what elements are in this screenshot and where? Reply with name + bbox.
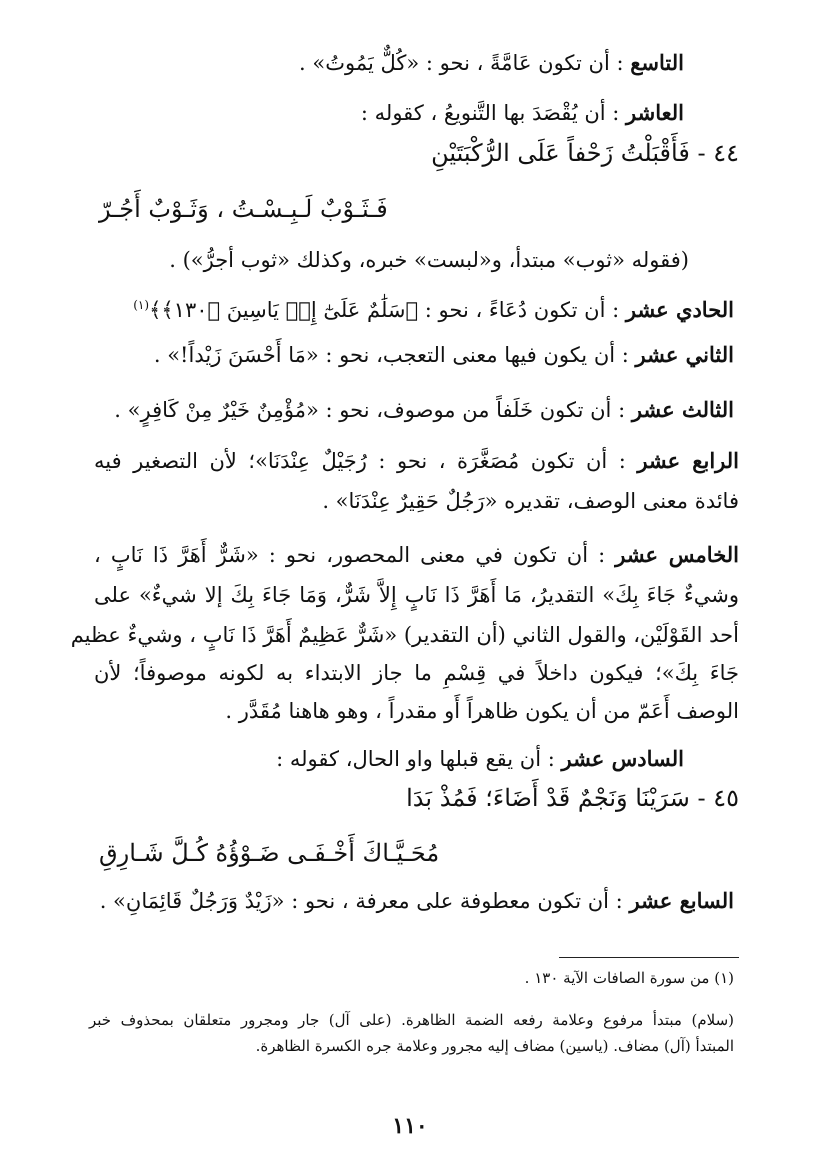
verse-44-part-b: فَـثَـوْبٌ لَـبِـسْـتُ ، وَثَـوْبٌ أَجُـرّ xyxy=(99,195,388,223)
line-twelfth xyxy=(84,340,734,370)
line-seventeenth xyxy=(84,886,734,916)
footnote-2: (سلام) مبتدأ مرفوع وعلامة رفعه الضمة الظاهرة. (على آل) جار ومجرور متعلقان بمحذوف خبر xyxy=(89,1011,734,1029)
verse-45-number: ٤٥ - xyxy=(697,784,739,812)
line-fifteenth xyxy=(94,540,739,570)
text-fourteenth: : أن تكون مُصَغَّرَة ، نحو : رُجَيْلٌ عِنْدَنَا»؛ لأن التصغير فيه xyxy=(94,449,626,473)
heading-fifteenth: الخامس عشر xyxy=(615,542,739,567)
heading-ninth: التاسع xyxy=(630,50,684,75)
text-thirteenth: : أن تكون خَلَفاً من موصوف، نحو : «مُؤْمِنٌ خَيْرٌ مِنْ كَافِرٍ» . xyxy=(114,398,626,422)
line-fifteenth-3: أحد القَوْلَيْن، والقول الثاني (أن التقدير) «شَرٌّ عَظِيمٌ أَهَرَّ ذَا نَابٍ ، وشيءٌ عظيم xyxy=(70,623,739,647)
text-sixteenth: : أن يقع قبلها واو الحال، كقوله : xyxy=(276,747,555,771)
heading-twelfth: الثاني عشر xyxy=(635,342,734,367)
line-ninth xyxy=(84,48,684,78)
footnote-separator xyxy=(559,957,739,958)
text-seventeenth: : أن تكون معطوفة على معرفة ، نحو : «زَيْدٌ وَرَجُلٌ قَائِمَانِ» . xyxy=(99,889,623,913)
page-number: ١١٠ xyxy=(392,1113,428,1139)
verse-44-second-hemistich xyxy=(99,194,739,224)
heading-fourteenth: الرابع عشر xyxy=(637,448,739,473)
text-tenth: : أن يُقْصَدَ بها التَّنويعُ ، كقوله : xyxy=(360,101,620,125)
verse-45-second-hemistich xyxy=(99,838,739,868)
line-eleventh xyxy=(84,290,734,325)
line-explanation: (فقوله «ثوب» مبتدأ، و«لبست» خبره، وكذلك «ثوب أجرُّ») . xyxy=(169,248,689,272)
verse-44-number: ٤٤ - xyxy=(697,139,739,167)
footnote-3: المبتدأ (آل) مضاف. (ياسين) مضاف إليه مجرور وعلامة جره الكسرة الظاهرة. xyxy=(255,1037,734,1055)
line-fourteenth xyxy=(94,446,739,476)
line-fifteenth-5: الوصف أَعَمّ من أن يكون ظاهراً أَو مقدراً ، وهو هاهنا مُقَدَّر . xyxy=(225,699,739,723)
verse-45-first-hemistich xyxy=(289,783,739,813)
verse-45-part-b: مُحَـيَّـاكَ أَخْـفَـى ضَـوْؤُهُ كُـلَّ شَـارِقِ xyxy=(99,839,440,867)
line-fifteenth-4: جَاءَ بِكَ»؛ فيكون داخلاً في قِسْمِ ما جاز الابتداء به لكونه موصوفاً؛ لأن xyxy=(94,661,739,685)
line-thirteenth xyxy=(84,395,734,425)
heading-sixteenth: السادس عشر xyxy=(561,746,684,771)
line-fifteenth-2: وشيءٌ جَاءَ بِكَ» التقديرُ، مَا أَهَرَّ ذَا نَابٍ إِلاَّ شَرٌّ، وَمَا جَاءَ بِكَ إلا شيءٌ» على xyxy=(94,583,739,607)
text-ninth: : أن تكون عَامَّةً ، نحو : «كُلٌّ يَمُوتُ» . xyxy=(299,51,624,75)
heading-eleventh: الحادي عشر xyxy=(625,297,734,322)
text-twelfth: : أن يكون فيها معنى التعجب، نحو : «مَا أَحْسَنَ زَيْداً!» . xyxy=(153,343,629,367)
footnote-ref: (١) xyxy=(133,298,150,312)
verse-44-part-a: فَأَقْبَلْتُ زَحْفاً عَلَى الرُّكْبَتَيْنِ xyxy=(431,139,690,167)
heading-seventeenth: السابع عشر xyxy=(629,888,734,913)
text-eleventh: : أن تكون دُعَاءً ، نحو : ﴿سَلَٰمٌ عَلَىٰٓ إِلۡ يَاسِينَ ﴿١٣٠﴾﴾ xyxy=(149,298,620,322)
verse-45-part-a: سَرَيْنَا وَنَجْمٌ قَدْ أَضَاءَ؛ فَمُذْ بَدَا xyxy=(406,784,690,812)
verse-44-first-hemistich xyxy=(279,138,739,168)
line-fourteenth-cont: فائدة معنى الوصف، تقديره «رَجُلٌ حَقِيرٌ عِنْدَنَا» . xyxy=(322,489,739,513)
text-fifteenth: : أن تكون في معنى المحصور، نحو : «شَرٌّ أَهَرَّ ذَا نَابٍ ، xyxy=(94,543,606,567)
footnote-1: (١) من سورة الصافات الآية ١٣٠ . xyxy=(524,969,734,987)
heading-tenth: العاشر xyxy=(626,100,684,125)
line-tenth xyxy=(84,98,684,128)
line-sixteenth xyxy=(84,744,684,774)
heading-thirteenth: الثالث عشر xyxy=(631,397,734,422)
